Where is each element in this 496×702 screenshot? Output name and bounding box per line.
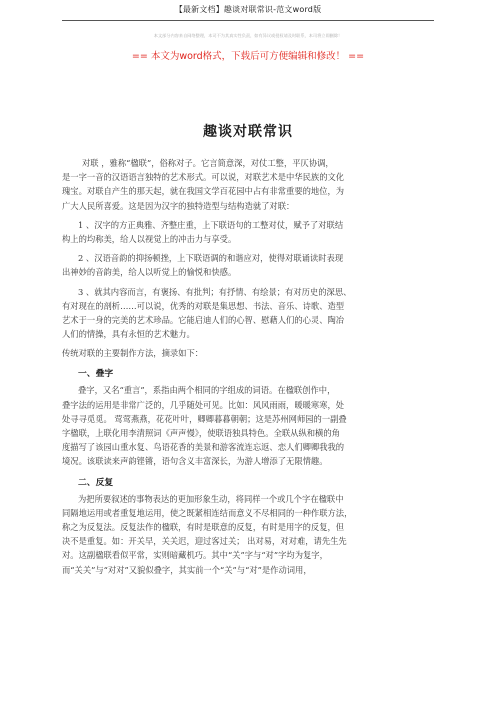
body-line: 叠字法的运用是非常广泛的，几乎随处可见。比如：风风雨雨，暖暖寒寒，处 <box>62 399 345 410</box>
body-line: 是一字一音的汉语语言独特的艺术形式。可以说，对联艺术是中华民族的文化 <box>62 172 345 183</box>
document-title: 趣谈对联常识 <box>203 124 293 140</box>
body-line: 对联 ，雅称“楹联”，俗称对子。它言简意深，对仗工整，平仄协调， <box>82 158 334 168</box>
body-line: 瑰宝。对联自产生的那天起，就在我国文学百花园中占有非常重要的地位，为 <box>62 186 345 197</box>
body-line: 同隔地运用或者重复地运用，使之既紧相连结而意义不尽相同的一种作联方法， <box>62 507 353 518</box>
body-line: 艺术于一身的完美的艺术珍品。它能启迪人们的心智、慰藉人们的心灵、陶冶 <box>62 314 345 325</box>
body-line: 2 、汉语音韵的抑扬顿挫，上下联语调的和谐应对，使得对联诵读时表现 <box>78 253 344 264</box>
body-line: 有对现在的剖析……可以说，优秀的对联是集思想、书法、音乐、诗歌、造型 <box>62 300 345 311</box>
body-line: 处寻寻觅觅。 莺莺燕燕，花花叶叶，卿卿暮暮朝朝；这是苏州网师园的一副叠 <box>62 413 347 424</box>
body-line: 广大人民所喜爱。这是因为汉字的独特造型与结构造就了对联： <box>62 200 295 211</box>
document-banner: 【最新文档】趣谈对联常识-范文word版 <box>174 5 322 14</box>
body-line: 对。这副楹联看似平常，实则暗藏机巧。其中“关”字与“对”字均为复字， <box>62 550 328 561</box>
body-line: 字楹联，上联化用李清照词《声声慢》，使联语独具特色。全联从纵和横的角 <box>62 428 340 438</box>
body-line: 而“关关”与“对对”又貌似叠字，其实前一个“关”与“对”是作动词用， <box>62 564 312 575</box>
section-heading: 二、反复 <box>78 477 114 488</box>
body-line: 为把所要叙述的事物表达的更加形象生动，将同样一个或几个字在楹联中 <box>78 493 344 504</box>
section-heading: 一、叠字 <box>78 369 114 380</box>
body-line: 境况。该联读来声韵铿锵，语句含义丰富深长，为游人增添了无限情趣。 <box>62 456 328 467</box>
disclaimer-text: 本文部分内容来自网络整理，本司不为其真实性负责，如有异议或侵权请及时联系，本司将立即删除！ <box>153 33 343 38</box>
body-line: 人们的情操，具有永恒的艺术魅力。 <box>62 329 195 340</box>
body-line: 出神妙的音韵美，给人以听觉上的愉悦和快感。 <box>62 267 237 278</box>
body-line: 传统对联的主要制作方法，摘录如下： <box>62 348 204 359</box>
body-line: 1 、汉字的方正典雅、齐整庄重，上下联语句的工整对仗，赋予了对联结 <box>78 219 344 230</box>
body-line: 构上的均称美，给人以视觉上的冲击力与享受。 <box>62 233 237 244</box>
body-line: 度描写了该园山重水复、鸟语花香的美景和游客流连忘返、恋人们卿卿我我的 <box>62 442 345 453</box>
body-line: 决不是重复。如：开关早，关关迟，迎过客过关； 出对易，对对难，请先生先 <box>62 536 347 547</box>
body-line: 称之为反复法。反复法作的楹联，有时是联意的反复，有时是用字的反复，但 <box>62 521 345 532</box>
body-line: 3 、就其内容而言，有褒扬、有批判；有抒情、有绘景；有对历史的深思、 <box>78 286 352 297</box>
header-rule <box>62 20 434 21</box>
body-line: 叠字，又名“重言”，系指由两个相同的字组成的词语。在楹联创作中， <box>78 385 336 396</box>
document-body <box>62 156 434 577</box>
edit-notice: == 本文为word格式，下载后可方便编辑和修改！ == <box>131 51 365 62</box>
